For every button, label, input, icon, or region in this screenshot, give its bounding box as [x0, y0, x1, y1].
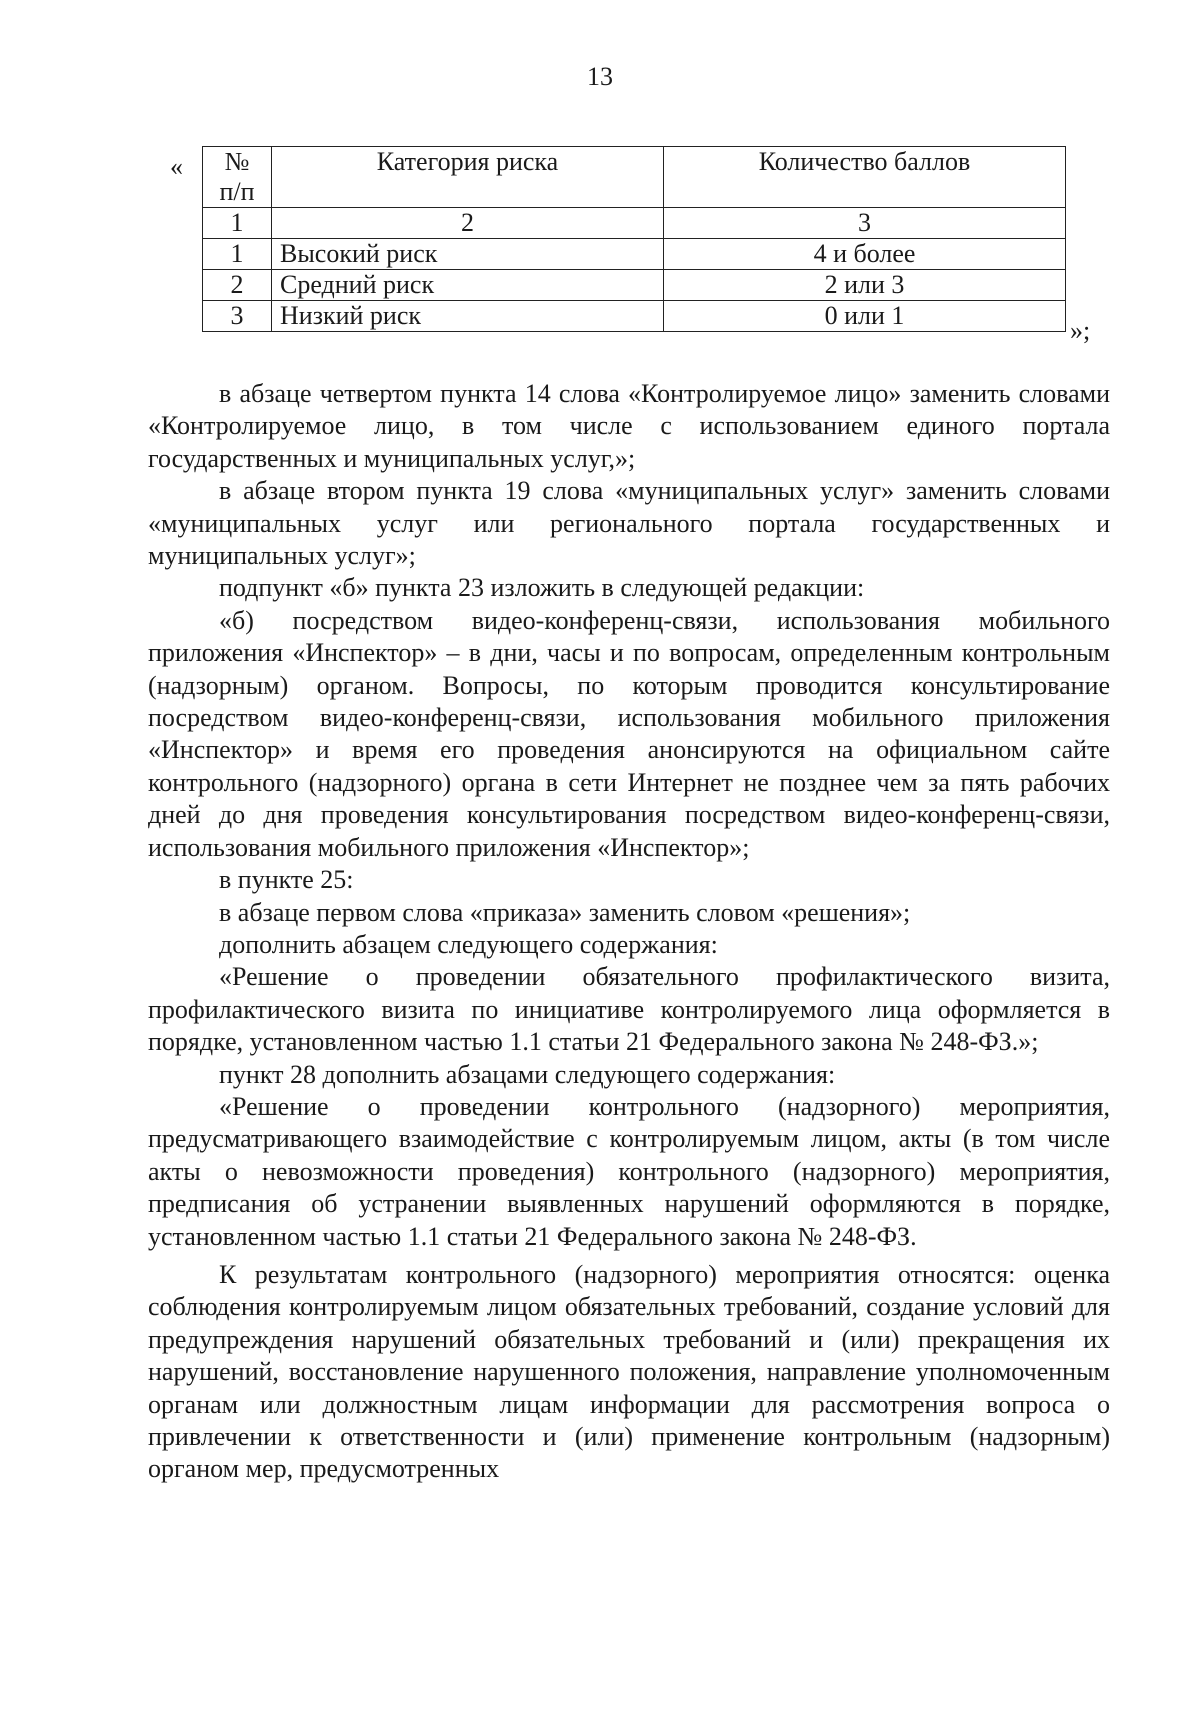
paragraph: К результатам контрольного (надзорного) мероприятия относятся: оценка соблюдения контролируемым лицом обязательных требований, создание условий для предупреждения нарушений обязательных требований и (или) прекращения их нарушений, восстановление нарушенного положения, направление уполномоченным органам или должностным лицам информации для рассмотрения вопроса о привлечении к ответственности и (или) применение контрольным (надзорным) органом мер, предусмотренных — [148, 1259, 1110, 1484]
table-open-quote: « — [170, 152, 183, 181]
row-category: Высокий риск — [272, 239, 664, 270]
column-number-1: 1 — [203, 208, 272, 239]
row-number: 3 — [203, 301, 272, 332]
paragraph: в абзаце первом слова «приказа» заменить словом «решения»; — [219, 897, 911, 927]
paragraph: «б) посредством видео-конференц-связи, использования мобильного приложения «Инспектор» – в дни, часы и по вопросам, определенным контрольным (надзорным) органом. Вопросы, по которым проводится консультирование посредством видео-конференц-связи, использования мобильного приложения «Инспектор» и время его проведения анонсируются на официальном сайте контрольного (надзорного) органа в сети Интернет не позднее чем за пять рабочих дней до дня проведения консультирования посредством видео-конференц-связи, использования мобильного приложения «Инспектор»; — [148, 605, 1110, 862]
row-points: 4 и более — [664, 239, 1066, 270]
column-number-3: 3 — [664, 208, 1066, 239]
document-body — [148, 378, 1110, 1486]
table-header-row — [203, 147, 1066, 208]
table-row — [203, 301, 1066, 332]
column-number-2: 2 — [272, 208, 664, 239]
row-number: 2 — [203, 270, 272, 301]
header-points: Количество баллов — [664, 147, 1066, 208]
table-column-numbers-row — [203, 208, 1066, 239]
page-number: 13 — [587, 62, 613, 91]
header-category: Категория риска — [272, 147, 664, 208]
paragraph: в абзаце четвертом пункта 14 слова «Контролируемое лицо» заменить словами «Контролируемое лицо, в том числе с использованием единого портала государственных и муниципальных услуг,»; — [148, 379, 1110, 473]
header-number: № п/п — [203, 147, 272, 208]
risk-category-table — [202, 146, 1066, 332]
paragraph: дополнить абзацем следующего содержания: — [219, 929, 718, 959]
paragraph: «Решение о проведении обязательного профилактического визита, профилактического визита по инициативе контролируемого лица оформляется в порядке, установленном частью 1.1 статьи 21 Федерального закона № 248-ФЗ.»; — [148, 962, 1110, 1057]
paragraph: пункт 28 дополнить абзацами следующего содержания: — [219, 1059, 836, 1089]
table-row — [203, 239, 1066, 270]
paragraph: подпункт «б» пункта 23 изложить в следующей редакции: — [219, 573, 865, 603]
row-number: 1 — [203, 239, 272, 270]
paragraph: «Решение о проведении контрольного (надзорного) мероприятия, предусматривающего взаимодействие с контролируемым лицом, акты (в том числе акты о невозможности проведения) контрольного (надзорного) мероприятия, предписания об устранении выявленных нарушений оформляются в порядке, установленном частью 1.1 статьи 21 Федерального закона № 248-ФЗ. — [148, 1091, 1110, 1251]
row-category: Средний риск — [272, 270, 664, 301]
row-category: Низкий риск — [272, 301, 664, 332]
paragraph: в абзаце втором пункта 19 слова «муниципальных услуг» заменить словами «муниципальных услуг или регионального портала государственных и муниципальных услуг»; — [148, 476, 1110, 571]
table-close-quote: »; — [1070, 316, 1091, 345]
row-points: 2 или 3 — [664, 270, 1066, 301]
paragraph: в пункте 25: — [219, 865, 354, 895]
row-points: 0 или 1 — [664, 301, 1066, 332]
table-row — [203, 270, 1066, 301]
